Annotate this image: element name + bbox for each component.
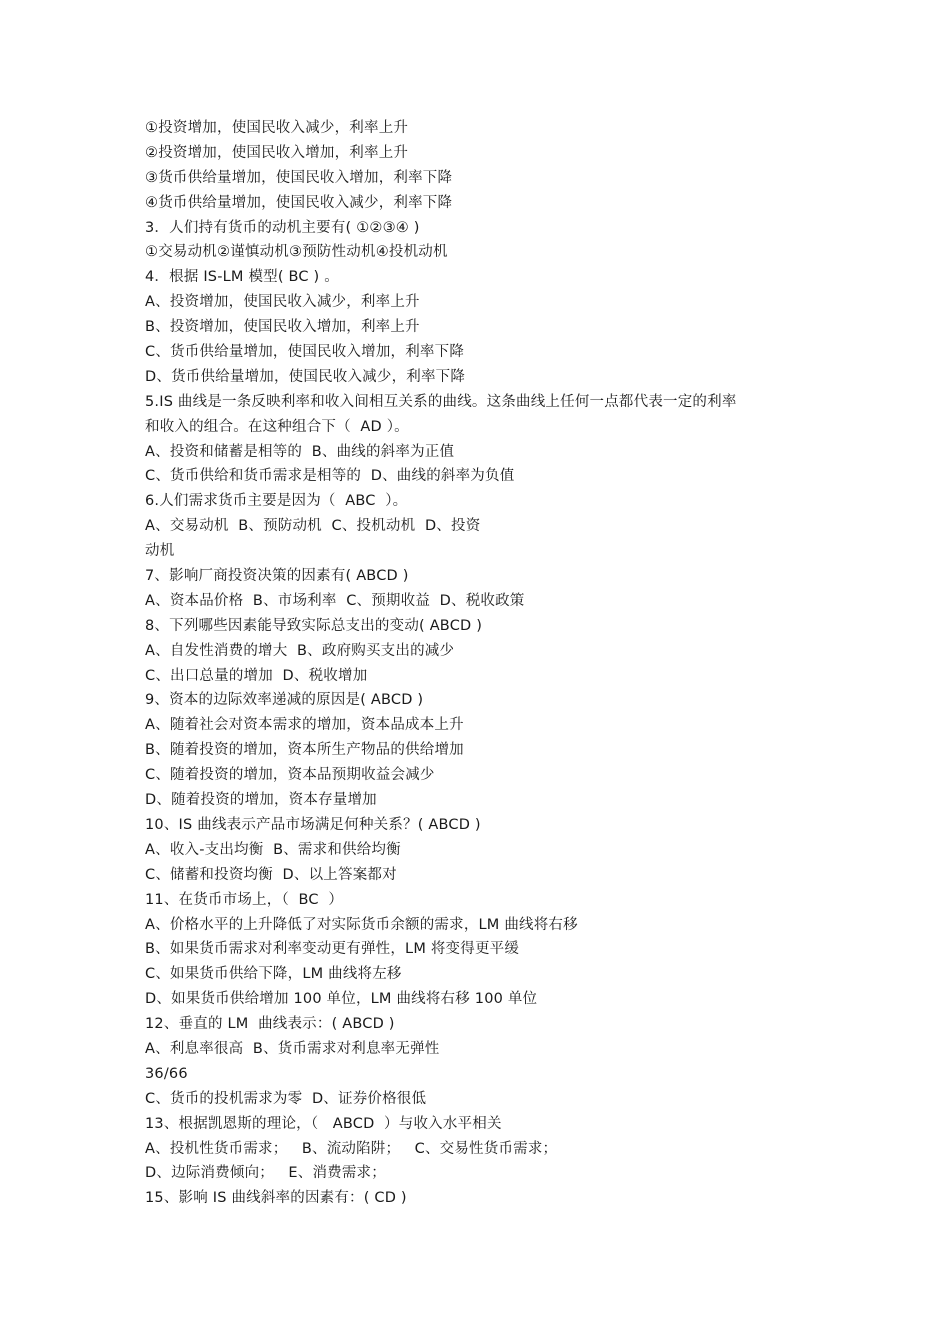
- text-line: ④货币供给量增加，使国民收入减少，利率下降: [145, 194, 453, 211]
- option-line: A、随着社会对资本需求的增加，资本品成本上升: [145, 717, 464, 734]
- option-line: B、如果货币需求对利率变动更有弹性，LM 将变得更平缓: [145, 941, 520, 958]
- question-9: 9、资本的边际效率递减的原因是( ABCD ): [145, 692, 424, 709]
- option-line: C、出口总量的增加 D、税收增加: [145, 667, 368, 684]
- option-line: A、自发性消费的增大 B、政府购买支出的减少: [145, 642, 455, 659]
- question-11: 11、在货币市场上，（ BC ）: [145, 891, 344, 908]
- option-line: C、货币供给量增加，使国民收入增加，利率下降: [145, 344, 465, 361]
- option-line: C、随着投资的增加，资本品预期收益会减少: [145, 767, 435, 784]
- text-line: 动机: [145, 543, 175, 560]
- option-line: A、交易动机 B、预防动机 C、投机动机 D、投资: [145, 518, 481, 535]
- text-line: ②投资增加，使国民收入增加，利率上升: [145, 144, 409, 161]
- option-line: A、投机性货币需求； B、流动陷阱； C、交易性货币需求；: [145, 1140, 558, 1157]
- option-line: B、投资增加，使国民收入增加，利率上升: [145, 319, 420, 336]
- option-line: D、随着投资的增加，资本存量增加: [145, 792, 377, 809]
- text-line: ①投资增加，使国民收入减少，利率上升: [145, 120, 409, 136]
- text-line: ③货币供给量增加，使国民收入增加，利率下降: [145, 169, 453, 186]
- option-line: C、如果货币供给下降，LM 曲线将左移: [145, 966, 402, 983]
- option-line: C、货币的投机需求为零 D、证券价格很低: [145, 1090, 427, 1107]
- option-line: A、投资和储蓄是相等的 B、曲线的斜率为正值: [145, 443, 455, 460]
- option-line: D、边际消费倾向； E、消费需求；: [145, 1165, 386, 1182]
- question-6: 6.人们需求货币主要是因为（ ABC ）。: [145, 493, 408, 510]
- question-10: 10、IS 曲线表示产品市场满足何种关系？( ABCD ): [145, 816, 481, 833]
- question-15: 15、影响 IS 曲线斜率的因素有：( CD ): [145, 1190, 407, 1207]
- option-line: A、利息率很高 B、货币需求对利息率无弹性: [145, 1040, 440, 1057]
- option-line: A、投资增加，使国民收入减少，利率上升: [145, 294, 420, 311]
- question-12: 12、垂直的 LM 曲线表示：( ABCD ): [145, 1016, 395, 1033]
- question-5: 5.IS 曲线是一条反映利率和收入间相互关系的曲线。这条曲线上任何一点都代表一定的利率: [145, 393, 737, 410]
- option-line: C、储蓄和投资均衡 D、以上答案都对: [145, 866, 397, 883]
- page-number: 36/66: [145, 1065, 188, 1082]
- option-line: D、货币供给量增加，使国民收入减少，利率下降: [145, 368, 466, 385]
- option-line: A、价格水平的上升降低了对实际货币余额的需求，LM 曲线将右移: [145, 916, 578, 933]
- option-line: A、收入-支出均衡 B、需求和供给均衡: [145, 841, 401, 858]
- option-line: D、如果货币供给增加 100 单位，LM 曲线将右移 100 单位: [145, 991, 538, 1008]
- option-line: B、随着投资的增加，资本所生产物品的供给增加: [145, 742, 464, 759]
- question-3: 3．人们持有货币的动机主要有( ①②③④ ): [145, 219, 420, 236]
- question-7: 7、影响厂商投资决策的因素有( ABCD ): [145, 568, 409, 585]
- document-body: [145, 116, 825, 1211]
- question-4: 4．根据 IS-LM 模型( BC ) 。: [145, 269, 339, 286]
- option-line: A、资本品价格 B、市场利率 C、预期收益 D、税收政策: [145, 592, 525, 609]
- text-line: 和收入的组合。在这种组合下（ AD ）。: [145, 418, 409, 435]
- question-13: 13、根据凯恩斯的理论，（ ABCD ）与收入水平相关: [145, 1115, 502, 1132]
- option-line: C、货币供给和货币需求是相等的 D、曲线的斜率为负值: [145, 468, 515, 485]
- question-8: 8、下列哪些因素能导致实际总支出的变动( ABCD ): [145, 617, 483, 634]
- text-line: ①交易动机②谨慎动机③预防性动机④投机动机: [145, 244, 448, 261]
